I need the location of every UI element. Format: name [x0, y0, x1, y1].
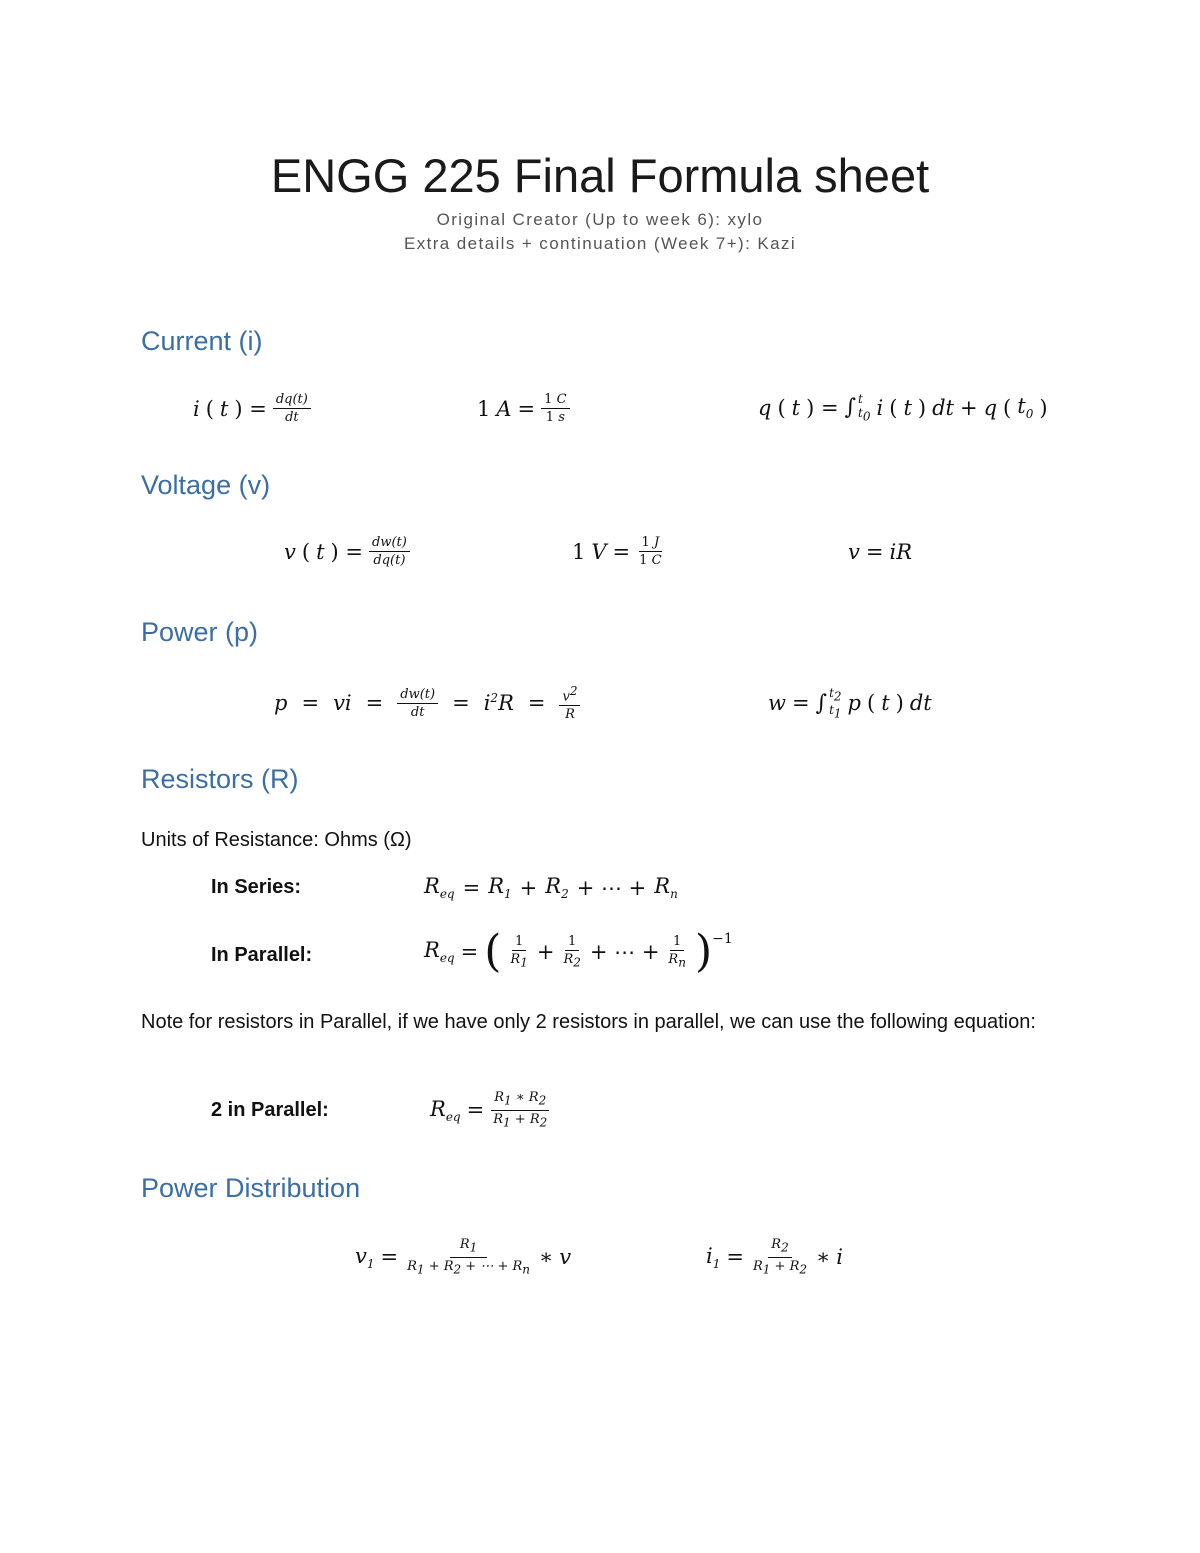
label-two-in-parallel: 2 in Parallel: [211, 1099, 329, 1121]
heading-resistors: Resistors (R) [141, 764, 299, 794]
subtitle-continuation: Extra details + continuation (Week 7+): Kazi [403, 234, 796, 253]
formula-volt-unit: 1 V = $\frac{1 J}{1 C}$ [572, 535, 662, 568]
formula-series-resistance: $R_{eq}$ = $R_1$ + $R_2$ + ⋯ + $R_n$ [424, 874, 678, 902]
label-in-parallel: In Parallel: [211, 944, 313, 966]
page-title: ENGG 225 Final Formula sheet [270, 149, 930, 202]
heading-current: Current (i) [141, 326, 263, 356]
heading-power: Power (p) [141, 617, 259, 647]
subtitle-creator: Original Creator (Up to week 6): xylo [436, 210, 764, 229]
resistance-units: Units of Resistance: Ohms (Ω) [141, 829, 412, 851]
formula-ohms-law: v = iR [848, 540, 913, 564]
formula-two-parallel-resistance: $R_{eq}$ = $\frac{R_1 ∗ R_2}{R_1 + R_2}$ [430, 1090, 548, 1130]
label-in-series: In Series: [211, 876, 302, 898]
formula-power: p = vi = $\frac{dw(t)}{dt}$ = $i^2R$ = $\frac{v^2}{R}$ [274, 684, 580, 722]
parallel-note: Note for resistors in Parallel, if we have only 2 resistors in parallel, we can use the following equation: [141, 1011, 1036, 1033]
formula-voltage-divider: $v_1$ = $\frac{R_1}{R_1 + R_2 + \cdots + R_n}$ ∗ v [355, 1237, 572, 1277]
formula-charge-integral: q ( t ) = ∫ t $t_0$ i ( t ) dt + q ( $t_0$ ) [758, 392, 1048, 424]
heading-voltage: Voltage (v) [141, 470, 271, 500]
formula-parallel-resistance: $R_{eq}$ = ( $\frac{1}{R_1}$ + $\frac{1}{R_2}$ + ⋯ + $\frac{1}{R_n}$ ) −1 [424, 926, 733, 977]
formula-current-divider: $i_1$ = $\frac{R_2}{R_1 + R_2}$ ∗ i [706, 1237, 843, 1277]
formula-voltage-definition: v ( t ) = $\frac{dw(t)}{dq(t)}$ [284, 535, 410, 568]
formula-current-definition: i ( t ) = $\frac{dq(t)}{dt}$ [193, 392, 311, 425]
heading-power-distribution: Power Distribution [141, 1173, 361, 1203]
formula-energy-integral: w = ∫ $t_2$ $t_1$ p ( t ) dt [768, 686, 932, 721]
formula-ampere-unit: 1 A = $\frac{1 C}{1 s}$ [477, 392, 570, 425]
